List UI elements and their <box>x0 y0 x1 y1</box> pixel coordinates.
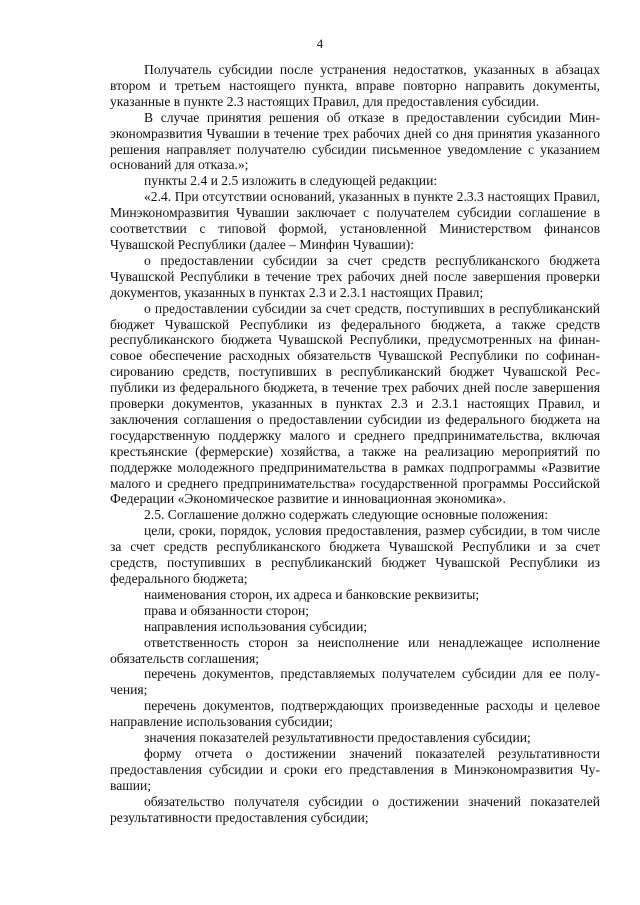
paragraph-3: пункты 2.4 и 2.5 изложить в следующей редакции: <box>144 173 438 189</box>
paragraph-5: о предоставлении субсидии за счет средств республиканского бюджета Чувашской Республики в течение трех рабочих дней после завершения проверки документов, указанных в пунктах 2.3 и 2.3.1 настоящих Правил; <box>110 252 600 300</box>
paragraph-12: ответственность сторон за неисполнение или ненадлежащее исполнение обязательств соглашения; <box>110 634 600 666</box>
paragraph-13: перечень документов, представляемых получателем субсидии для ее получения; <box>110 666 600 698</box>
paragraph-4: «2.4. При отсутствии оснований, указанных в пункте 2.3.3 настоящих Правил, Минэкономразвития Чувашии заключает с получателем субсидии соглашение в соответствии с типовой формой, установленной Министерством финансов Чувашской Республики (далее – Минфин Чувашии): <box>110 189 600 252</box>
paragraph-6: о предоставлении субсидии за счет средств, поступивших в республиканский бюджет Чувашской Республики из федерального бюджета, а также средств республиканского бюджета Чувашской Республики, предусмотренных на финансовое обеспечение расходных обязательств Чувашской Республики по софинансированию средств, поступивших в республиканский бюджет Чувашской Республики из федерального бюджета, в течение трех рабочих дней после завершения проверки документов, указанных в пунктах 2.3 и 2.3.1 настоящих Правил, и заключения соглашения о предоставлении субсидии из федерального бюджета на государственную поддержку малого и среднего предпринимательства, включая крестьянские (фермерские) хозяйства, а также на реализацию мероприятий по поддержке молодежного предпринимательства в рамках подпрограммы «Развитие малого и среднего предпринимательства» государственной программы Российской Федерации «Экономическое развитие и инновационная экономика». <box>110 300 600 507</box>
paragraph-1: Получатель субсидии после устранения недостатков, указанных в абзацах втором и третьем настоящего пункта, вправе повторно направить документы, указанные в пункте 2.3 настоящих Правил, для предоставления субсидии. <box>110 62 600 109</box>
paragraph-10: права и обязанности сторон; <box>144 602 310 618</box>
paragraph-16: форму отчета о достижении значений показателей результативности предоставления субсидии и сроки его представления в Минэкономразвития Чувашии; <box>110 745 600 793</box>
paragraph-9: наименования сторон, их адреса и банковские реквизиты; <box>144 586 480 602</box>
paragraph-14: перечень документов, подтверждающих произведенные расходы и целевое направление использования субсидии; <box>110 698 600 730</box>
paragraph-2: В случае принятия решения об отказе в предоставлении субсидии Минэкономразвития Чувашии в течение трех рабочих дней со дня принятия указанного решения направляет получателю субсидии письменное уведомление с указанием оснований для отказа.»; <box>110 109 600 173</box>
paragraph-11: направления использования субсидии; <box>144 618 368 634</box>
page-number: 4 <box>316 36 324 51</box>
paragraph-8: цели, сроки, порядок, условия предоставления, размер субсидии, в том числе за счет средств республиканского бюджета Чувашской Республики и за счет средств, поступивших в республиканский бюджет Чувашской Республики из федерального бюджета; <box>110 523 600 586</box>
paragraph-15: значения показателей результативности предоставления субсидии; <box>144 730 531 746</box>
document-text <box>110 62 600 826</box>
paragraph-17: обязательство получателя субсидии о достижении значений показателей результативности предоставления субсидии; <box>110 793 600 825</box>
paragraph-7: 2.5. Соглашение должно содержать следующие основные положения: <box>144 507 548 523</box>
